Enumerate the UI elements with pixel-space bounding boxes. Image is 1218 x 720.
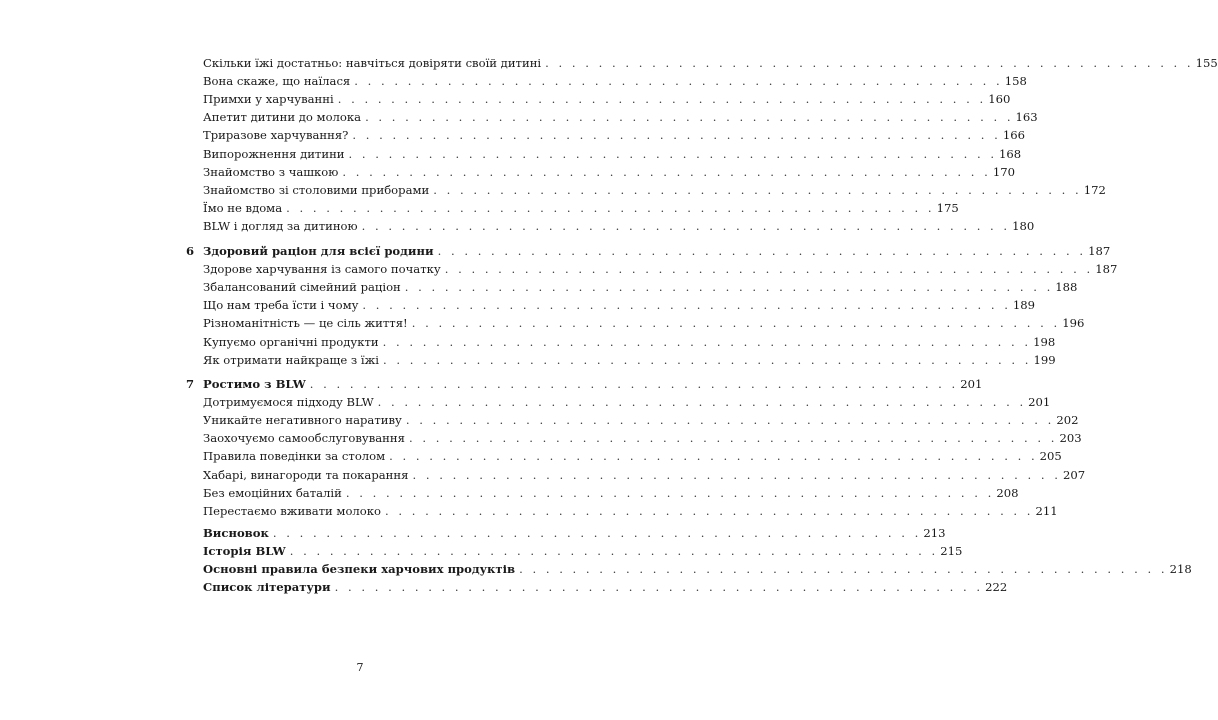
- toc-entry-page: 198: [1033, 334, 1056, 349]
- dot-leader: . . . . . . . . . . . . . . . . . . . . . . . . . . . . . . . . . . . . . . . . . . . . . . . . .: [382, 334, 1032, 349]
- toc-entry-title: Скільки їжі достатньо: навчіться довіряти своїй дитині: [203, 56, 542, 70]
- toc-entry: [203, 315, 1085, 332]
- toc-entry-title: Список літератури: [203, 580, 331, 595]
- toc-entry-title: Знайомство зі столовими приборами: [203, 182, 430, 197]
- dot-leader: . . . . . . . . . . . . . . . . . . . . . . . . . . . . . . . . . . . . . . . . . . . . . . . . .: [362, 298, 1011, 313]
- dot-leader: . . . . . . . . . . . . . . . . . . . . . . . . . . . . . . . . . . . . . . . . . . . . . . . . .: [289, 544, 939, 559]
- dot-leader: . . . . . . . . . . . . . . . . . . . . . . . . . . . . . . . . . . . . . . . . . . . . . . . . .: [354, 74, 1003, 89]
- dot-leader: . . . . . . . . . . . . . . . . . . . . . . . . . . . . . . . . . . . . . . . . . . . . . . . . .: [433, 182, 1082, 197]
- toc-entry: [203, 412, 1079, 429]
- toc-entry-title: Випорожнення дитини: [203, 146, 345, 161]
- toc-entry-title: Заохочуємо самообслуговування: [203, 431, 405, 446]
- toc-chapter-entry: [203, 579, 1008, 596]
- toc-entry-page: 218: [1169, 562, 1192, 577]
- toc-entry-page: 222: [985, 580, 1008, 595]
- toc-entry-title: Здорове харчування із самого початку: [203, 262, 441, 277]
- dot-leader: . . . . . . . . . . . . . . . . . . . . . . . . . . . . . . . . . . . . . . . . . . . . . . . . .: [334, 580, 984, 595]
- dot-leader: . . . . . . . . . . . . . . . . . . . . . . . . . . . . . . . . . . . . . . . . . . . . . . . . .: [408, 431, 1058, 446]
- dot-leader: . . . . . . . . . . . . . . . . . . . . . . . . . . . . . . . . . . . . . . . . . . . . . . . . .: [365, 110, 1014, 125]
- toc-entry-page: 163: [1015, 110, 1038, 125]
- toc-entry: [203, 109, 1038, 126]
- toc-entry-title: Апетит дитини до молока: [203, 110, 362, 125]
- toc-entry-page: 168: [999, 146, 1022, 161]
- toc-entry-title: Їмо не вдома: [203, 200, 283, 215]
- toc-entry-title: Правила поведінки за столом: [203, 449, 386, 464]
- dot-leader: . . . . . . . . . . . . . . . . . . . . . . . . . . . . . . . . . . . . . . . . . . . . . . . . .: [361, 218, 1011, 233]
- toc-entry-page: 155: [1195, 56, 1218, 70]
- dot-leader: . . . . . . . . . . . . . . . . . . . . . . . . . . . . . . . . . . . . . . . . . . . . . . . . .: [437, 244, 1087, 258]
- toc-entry: [203, 73, 1027, 90]
- dot-leader: . . . . . . . . . . . . . . . . . . . . . . . . . . . . . . . . . . . . . . . . . . . . . . . . .: [444, 262, 1094, 277]
- toc-entry: [203, 448, 1062, 465]
- toc-entry: [203, 279, 1078, 296]
- dot-leader: . . . . . . . . . . . . . . . . . . . . . . . . . . . . . . . . . . . . . . . . . . . . . . . . .: [345, 485, 995, 500]
- toc-entry-page: 211: [1035, 503, 1058, 518]
- dot-leader: . . . . . . . . . . . . . . . . . . . . . . . . . . . . . . . . . . . . . . . . . . . . . . . . .: [412, 467, 1061, 482]
- toc-entry-title: BLW і догляд за дитиною: [203, 218, 358, 233]
- toc-chapter-entry: [203, 543, 963, 560]
- toc-entry-page: 187: [1088, 244, 1111, 258]
- toc-entry-title: Дотримуємося підходу BLW: [203, 395, 374, 410]
- toc-entry-page: 208: [996, 485, 1019, 500]
- dot-leader: . . . . . . . . . . . . . . . . . . . . . . . . . . . . . . . . . . . . . . . . . . . . . . . . .: [309, 377, 959, 391]
- toc-entry-title: Триразове харчування?: [203, 128, 349, 143]
- dot-leader: . . . . . . . . . . . . . . . . . . . . . . . . . . . . . . . . . . . . . . . . . . . . . . . . .: [404, 280, 1054, 295]
- toc-entry-page: 213: [923, 526, 946, 540]
- chapter-number: 6: [186, 244, 195, 258]
- toc-entry-title: Вона скаже, що наїлася: [203, 74, 351, 89]
- toc-entry-page: 188: [1055, 280, 1078, 295]
- dot-leader: . . . . . . . . . . . . . . . . . . . . . . . . . . . . . . . . . . . . . . . . . . . . . . . . .: [405, 413, 1055, 428]
- toc-entry: [203, 503, 1058, 520]
- toc-entry: [203, 55, 1218, 72]
- toc-entry-page: 160: [988, 92, 1011, 107]
- toc-entry: [203, 146, 1022, 163]
- toc-chapter-entry: [203, 243, 1111, 260]
- toc-entry-title: Купуємо органічні продукти: [203, 334, 379, 349]
- toc-entry-page: 175: [936, 200, 959, 215]
- toc-entry-title: Основні правила безпеки харчових продуктів: [203, 562, 516, 577]
- dot-leader: . . . . . . . . . . . . . . . . . . . . . . . . . . . . . . . . . . . . . . . . . . . . . . . . .: [352, 128, 1001, 143]
- dot-leader: . . . . . . . . . . . . . . . . . . . . . . . . . . . . . . . . . . . . . . . . . . . . . . . . .: [519, 562, 1168, 577]
- chapter-number: 7: [186, 377, 195, 391]
- toc-entry: [203, 485, 1019, 502]
- toc-entry-page: 215: [940, 544, 963, 559]
- dot-leader: . . . . . . . . . . . . . . . . . . . . . . . . . . . . . . . . . . . . . . . . . . . . . . . . .: [389, 449, 1038, 464]
- toc-entry: [203, 91, 1011, 108]
- toc-entry-page: 201: [960, 377, 983, 391]
- toc-chapter-entry: [203, 376, 983, 393]
- toc-entry-title: Примхи у харчуванні: [203, 92, 334, 107]
- toc-entry-title: Знайомство з чашкою: [203, 164, 339, 179]
- dot-leader: . . . . . . . . . . . . . . . . . . . . . . . . . . . . . . . . . . . . . . . . . . . . . . . . .: [411, 316, 1061, 331]
- toc-chapter-entry: [203, 561, 1192, 578]
- toc-entry-title: Без емоційних баталій: [203, 485, 342, 500]
- toc-entry-title: Збалансований сімейний раціон: [203, 280, 401, 295]
- toc-entry-page: 158: [1004, 74, 1027, 89]
- dot-leader: . . . . . . . . . . . . . . . . . . . . . . . . . . . . . . . . . . . . . . . . . . . . . . . . .: [545, 56, 1194, 70]
- toc-entry-page: 189: [1012, 298, 1036, 313]
- toc-entry-title: Здоровий раціон для всієї родини: [203, 244, 434, 258]
- toc-entry-title: Хабарі, винагороди та покарання: [203, 467, 409, 482]
- toc-entry: [203, 334, 1056, 351]
- toc-entry-page: 196: [1062, 316, 1085, 331]
- toc-entry-title: Висновок: [203, 526, 269, 540]
- toc-entry: [203, 467, 1086, 484]
- toc-entry-page: 187: [1095, 262, 1118, 277]
- toc-entry-title: Як отримати найкраще з їжі: [203, 352, 379, 367]
- page-number: 7: [356, 661, 364, 674]
- toc-entry-title: Перестаємо вживати молоко: [203, 503, 382, 518]
- dot-leader: . . . . . . . . . . . . . . . . . . . . . . . . . . . . . . . . . . . . . . . . . . . . . . . . .: [385, 503, 1034, 518]
- toc-entry: [203, 430, 1082, 447]
- toc-entry: [203, 127, 1025, 144]
- toc-entry-title: Уникайте негативного наративу: [203, 413, 402, 428]
- toc-entry-page: 205: [1039, 449, 1062, 464]
- dot-leader: . . . . . . . . . . . . . . . . . . . . . . . . . . . . . . . . . . . . . . . . . . . . . . . . .: [286, 200, 935, 215]
- toc-entry: [203, 164, 1015, 181]
- toc-entry: [203, 352, 1056, 369]
- toc-entry-page: 172: [1083, 182, 1106, 197]
- toc-entry: [203, 200, 959, 217]
- dot-leader: . . . . . . . . . . . . . . . . . . . . . . . . . . . . . . . . . . . . . . . . . . . . . . . . .: [337, 92, 987, 107]
- toc-entry: [203, 394, 1051, 411]
- dot-leader: . . . . . . . . . . . . . . . . . . . . . . . . . . . . . . . . . . . . . . . . . . . . . . . . .: [348, 146, 998, 161]
- toc-entry-page: 166: [1002, 128, 1025, 143]
- dot-leader: . . . . . . . . . . . . . . . . . . . . . . . . . . . . . . . . . . . . . . . . . . . . . . . . .: [342, 164, 991, 179]
- toc-entry-page: 201: [1028, 395, 1051, 410]
- toc-entry-page: 199: [1033, 352, 1056, 367]
- toc-entry: [203, 218, 1035, 235]
- toc-chapter-entry: [203, 525, 946, 542]
- toc-entry-page: 170: [992, 164, 1015, 179]
- dot-leader: . . . . . . . . . . . . . . . . . . . . . . . . . . . . . . . . . . . . . . . . . . . . . . . . .: [382, 352, 1032, 367]
- toc-entry: [203, 182, 1106, 199]
- toc-entry: [203, 261, 1118, 278]
- toc-entry-page: 180: [1012, 218, 1035, 233]
- dot-leader: . . . . . . . . . . . . . . . . . . . . . . . . . . . . . . . . . . . . . . . . . . . . . . . . .: [272, 526, 922, 540]
- toc-entry-title: Ростимо з BLW: [203, 377, 306, 391]
- toc-entry-page: 202: [1056, 413, 1079, 428]
- dot-leader: . . . . . . . . . . . . . . . . . . . . . . . . . . . . . . . . . . . . . . . . . . . . . . . . .: [377, 395, 1027, 410]
- toc-entry-title: Що нам треба їсти і чому: [203, 298, 359, 313]
- toc-entry-title: Різноманітність — це сіль життя!: [203, 316, 408, 331]
- toc-entry-page: 203: [1059, 431, 1082, 446]
- toc-entry: [203, 297, 1036, 314]
- toc-entry-page: 207: [1062, 467, 1086, 482]
- toc-entry-title: Історія BLW: [203, 544, 286, 559]
